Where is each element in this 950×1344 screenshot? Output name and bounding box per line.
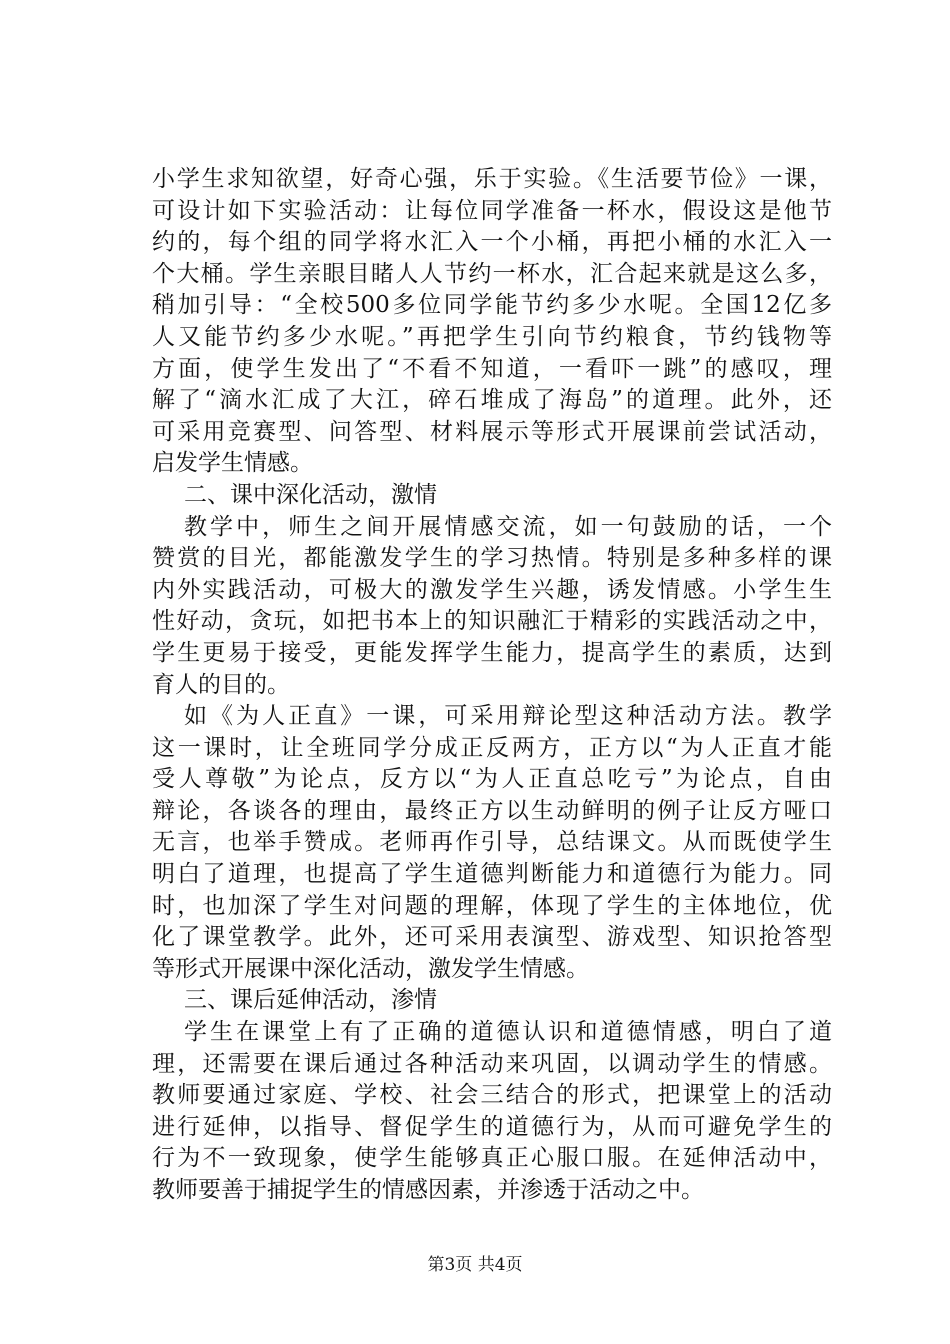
text-line: 解了“滴水汇成了大江，碎石堆成了海岛”的道理。此外，还 xyxy=(152,387,832,414)
text-line: 进行延伸，以指导、督促学生的道德行为，从而可避免学生的 xyxy=(152,1113,832,1140)
text-line: 小学生求知欲望，好奇心强，乐于实验。《生活要节俭》一课， xyxy=(152,166,832,192)
text-line: 性好动，贪玩，如把书本上的知识融汇于精彩的实践活动之中， xyxy=(152,608,832,635)
text-line: 约的，每个组的同学将水汇入一个小桶，再把小桶的水汇入一 xyxy=(152,229,832,256)
text-line: 赞赏的目光，都能激发学生的学习热情。特别是多种多样的课 xyxy=(152,545,832,572)
text-line: 无言，也举手赞成。老师再作引导，总结课文。从而既使学生 xyxy=(152,829,832,856)
text-line: 化了课堂教学。此外，还可采用表演型、游戏型、知识抢答型 xyxy=(152,924,832,951)
text-line: 可采用竞赛型、问答型、材料展示等形式开展课前尝试活动， xyxy=(152,418,832,445)
section-heading: 三、课后延伸活动，渗情 xyxy=(184,987,437,1014)
text-line: 学生在课堂上有了正确的道德认识和道德情感，明白了道 xyxy=(184,1019,832,1046)
text-line: 教学中，师生之间开展情感交流，如一句鼓励的话，一个 xyxy=(184,513,832,540)
text-line: 育人的目的。 xyxy=(152,671,290,698)
text-line: 人又能节约多少水呢。”再把学生引向节约粮食，节约钱物等 xyxy=(152,323,832,350)
text-line: 方面，使学生发出了“不看不知道，一看吓一跳”的感叹，理 xyxy=(152,355,832,382)
text-line: 稍加引导：“全校500多位同学能节约多少水呢。全国12亿多 xyxy=(152,292,832,319)
text-line: 教师要通过家庭、学校、社会三结合的形式，把课堂上的活动 xyxy=(152,1082,832,1109)
text-line: 可设计如下实验活动：让每位同学准备一杯水，假设这是他节 xyxy=(152,197,832,224)
text-line: 个大桶。学生亲眼目睹人人节约一杯水，汇合起来就是这么多， xyxy=(152,260,832,287)
section-heading: 二、课中深化活动，激情 xyxy=(184,481,437,508)
text-line: 这一课时，让全班同学分成正反两方，正方以“为人正直才能 xyxy=(152,734,832,761)
page-number-footer: 第3页 共4页 xyxy=(427,1255,523,1275)
text-line: 学生更易于接受，更能发挥学生能力，提高学生的素质，达到 xyxy=(152,639,832,666)
text-line: 理，还需要在课后通过各种活动来巩固，以调动学生的情感。 xyxy=(152,1050,832,1077)
text-line: 时，也加深了学生对问题的理解，体现了学生的主体地位，优 xyxy=(152,892,832,919)
text-line: 启发学生情感。 xyxy=(152,450,313,477)
text-line: 行为不一致现象，使学生能够真正心服口服。在延伸活动中， xyxy=(152,1145,832,1172)
text-line: 教师要善于捕捉学生的情感因素，并渗透于活动之中。 xyxy=(152,1177,704,1203)
text-line: 等形式开展课中深化活动，激发学生情感。 xyxy=(152,955,589,982)
text-line: 受人尊敬”为论点，反方以“为人正直总吃亏”为论点，自由 xyxy=(152,766,832,793)
text-line: 如《为人正直》一课，可采用辩论型这种活动方法。教学 xyxy=(184,703,832,730)
text-line: 明白了道理，也提高了学生道德判断能力和道德行为能力。同 xyxy=(152,861,832,888)
body-text xyxy=(152,164,832,1207)
text-line: 内外实践活动，可极大的激发学生兴趣，诱发情感。小学生生 xyxy=(152,576,832,603)
text-line: 辩论，各谈各的理由，最终正方以生动鲜明的例子让反方哑口 xyxy=(152,797,832,824)
